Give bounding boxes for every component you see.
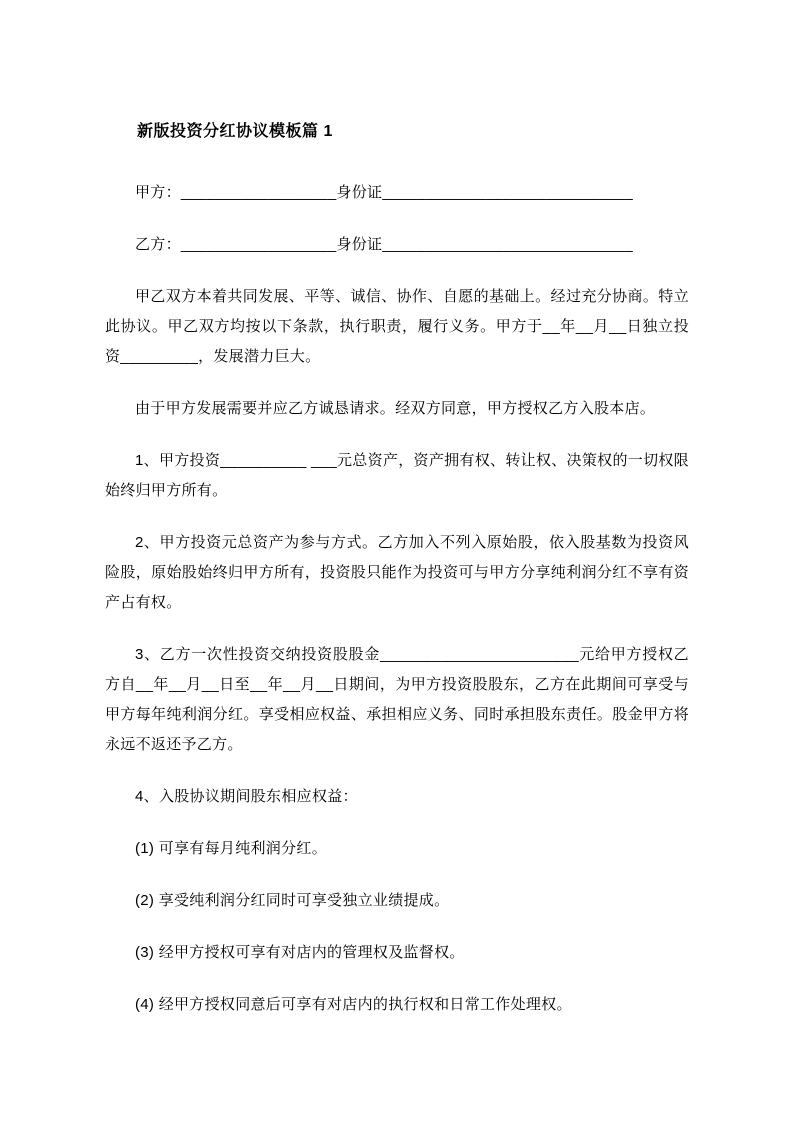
clause-4-heading: 4、入股协议期间股东相应权益： — [135, 788, 358, 805]
document-title: 新版投资分红协议模板篇 1 — [137, 123, 333, 140]
clause-4-item-3: (3) 经甲方授权可享有对店内的管理权及监督权。 — [135, 944, 465, 961]
clause-2: 2、甲方投资元总资产为参与方式。乙方加入不列入原始股，依入股基数为投资风险股，原始股始终归甲方所有，投资股只能作为投资可与甲方分享纯利润分红不享有资产占有权。 — [105, 534, 689, 611]
party-a-line: 甲方：__________________身份证_____________________________ — [135, 184, 633, 201]
preamble-paragraph: 甲乙双方本着共同发展、平等、诚信、协作、自愿的基础上。经过充分协商。特立此协议。甲乙双方均按以下条款，执行职责，履行义务。甲方于__年__月__日独立投资_________，发展潜力巨大。 — [105, 288, 689, 365]
party-b-line: 乙方：__________________身份证_____________________________ — [135, 236, 633, 253]
authorization-paragraph: 由于甲方发展需要并应乙方诚恳请求。经双方同意，甲方授权乙方入股本店。 — [135, 400, 656, 417]
clause-4-item-4: (4) 经甲方授权同意后可享有对店内的执行权和日常工作处理权。 — [135, 996, 572, 1013]
clause-4-item-2: (2) 享受纯利润分红同时可享受独立业绩提成。 — [135, 892, 450, 909]
clause-1: 1、甲方投资__________ ___元总资产，资产拥有权、转让权、决策权的一切权限始终归甲方所有。 — [105, 452, 689, 499]
clause-3: 3、乙方一次性投资交纳投资股股金_______________________元给甲方授权乙方自__年__月__日至__年__月__日期间，为甲方投资股股东，乙方在此期间可享受与甲方每年纯利润分红。享受相应权益、承担相应义务、同时承担股东责任。股金甲方将永远不返还予乙方。 — [105, 646, 689, 753]
clause-4-item-1: (1) 可享有每月纯利润分红。 — [135, 840, 328, 857]
